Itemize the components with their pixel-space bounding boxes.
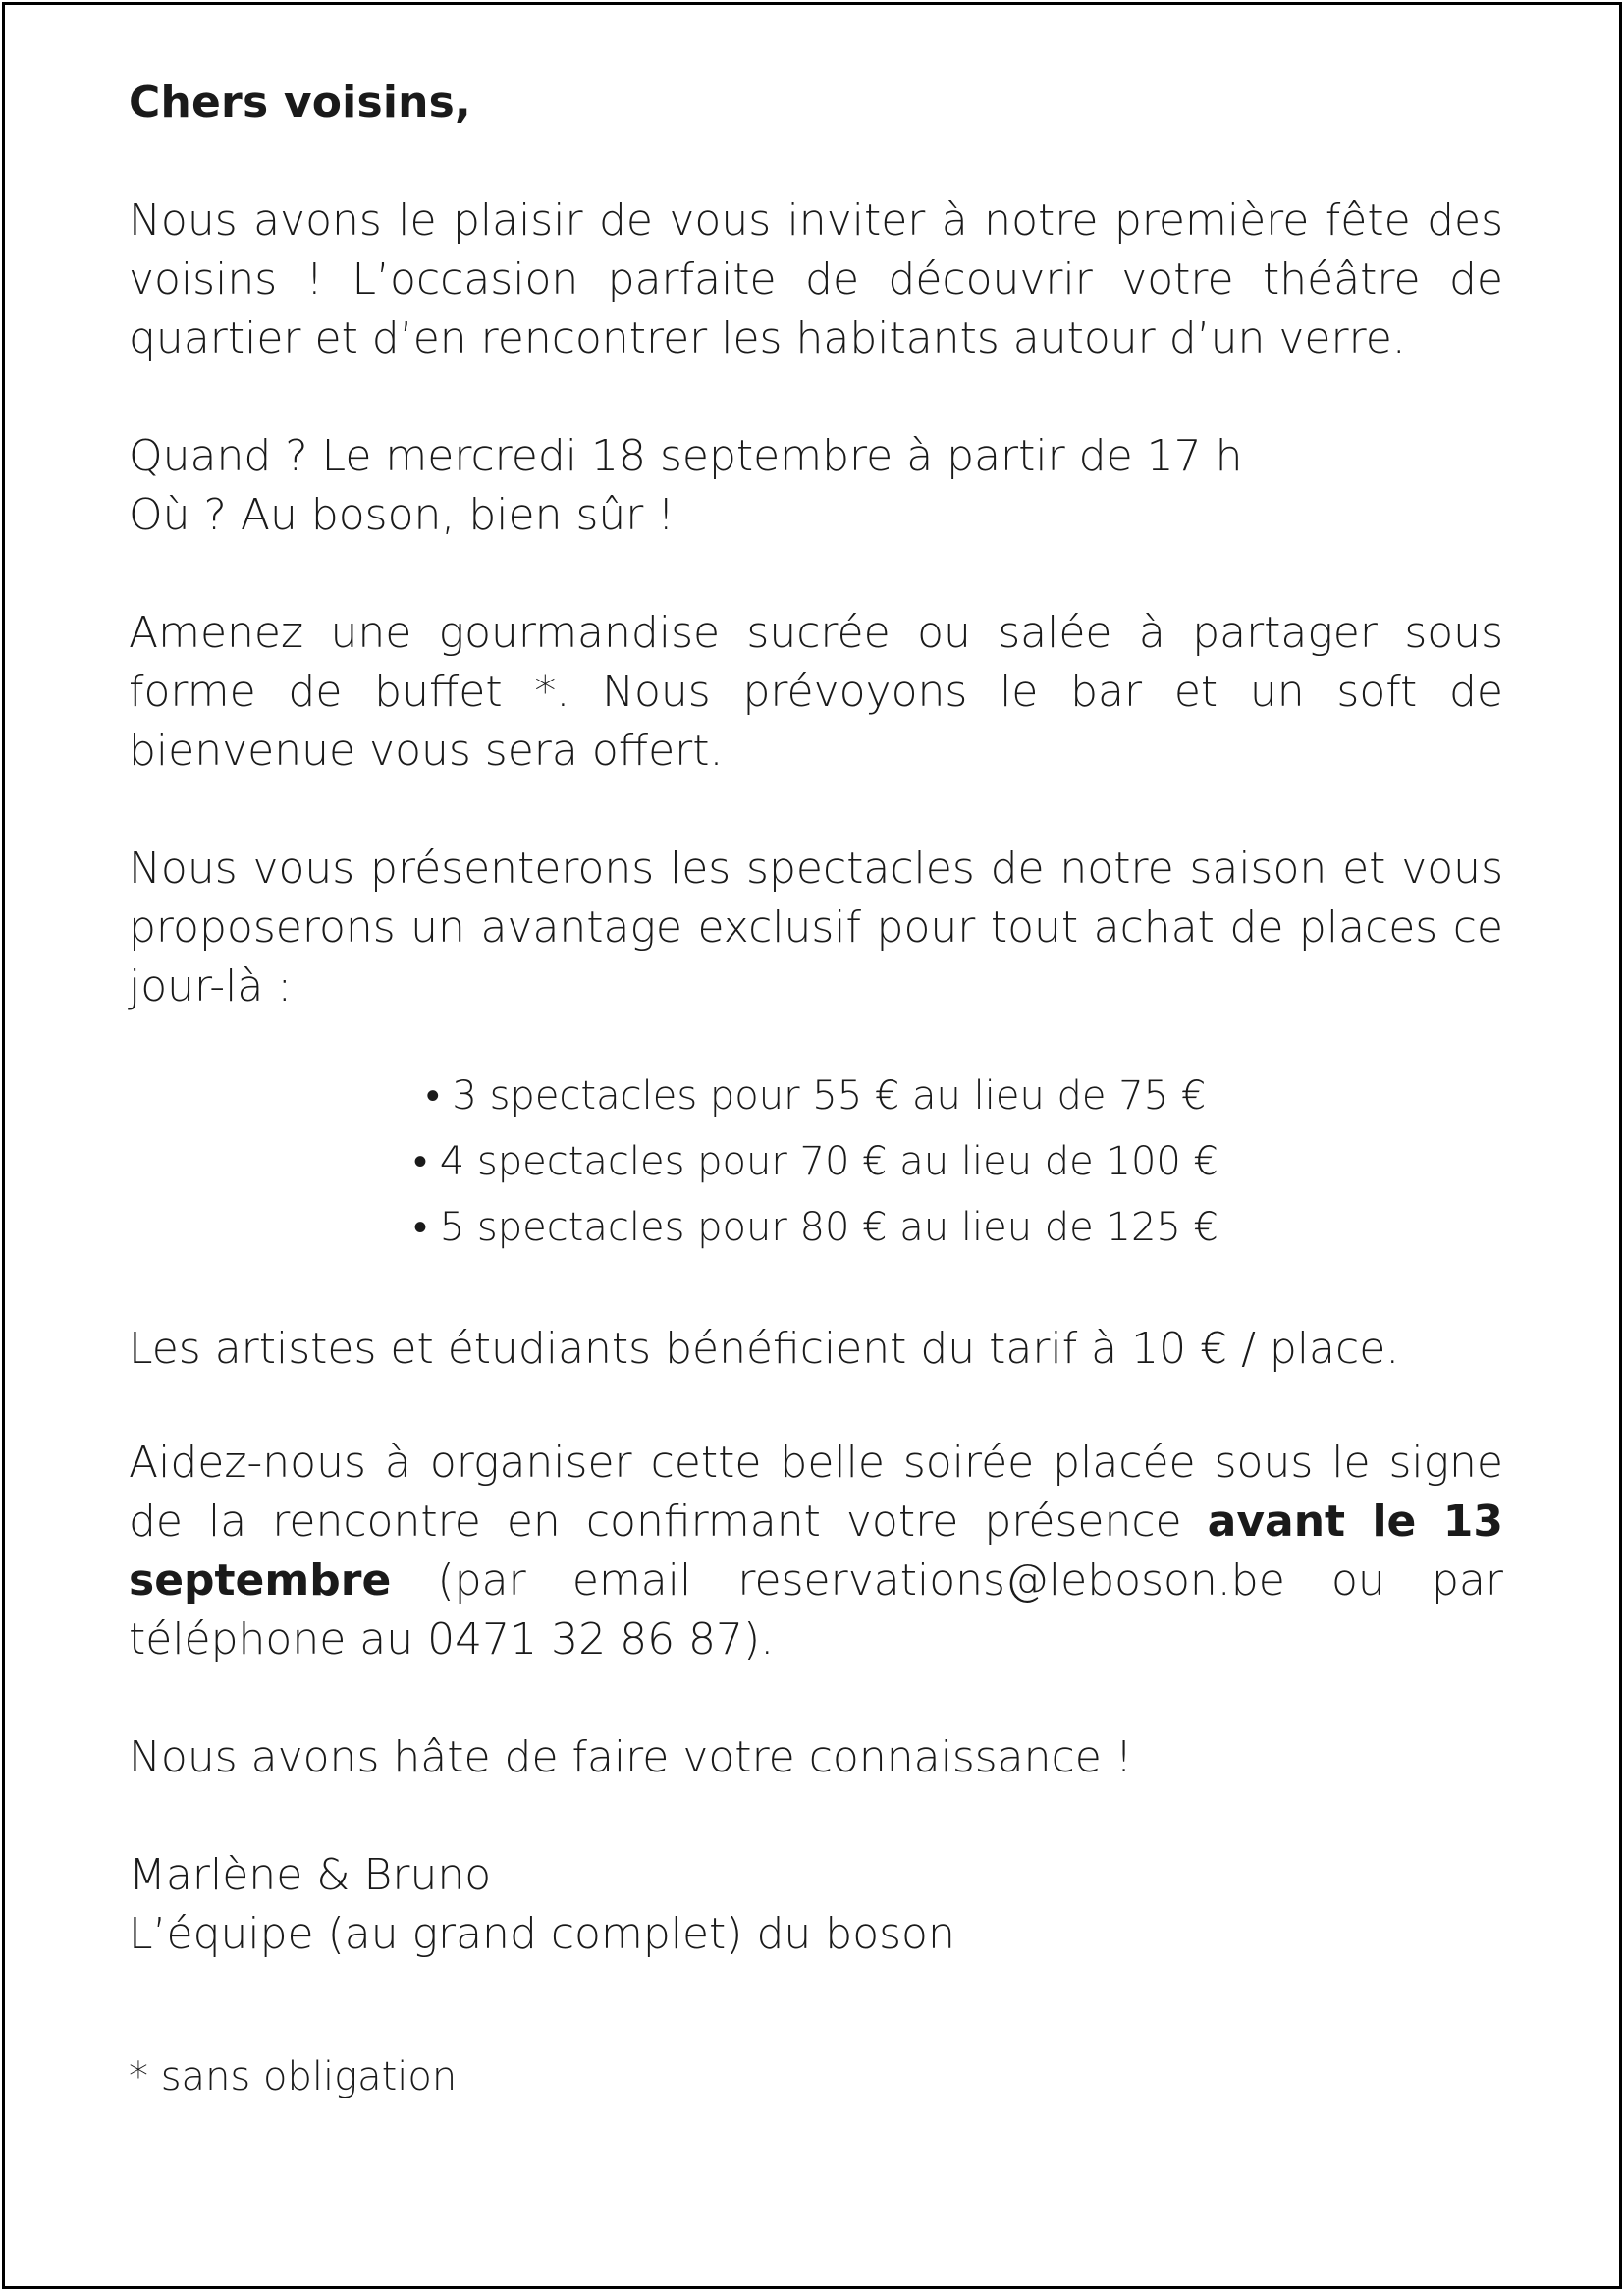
offer-item: • 3 spectacles pour 55 € au lieu de 75 € <box>129 1063 1503 1129</box>
signature-names: Marlène & Bruno <box>129 1850 492 1900</box>
offer-item: • 5 spectacles pour 80 € au lieu de 125 € <box>129 1195 1503 1261</box>
footnote: * sans obligation <box>129 2054 458 2099</box>
offer-item: • 4 spectacles pour 70 € au lieu de 100 € <box>129 1129 1503 1195</box>
greeting: Chers voisins, <box>129 78 471 128</box>
signature <box>129 1846 1503 1964</box>
letter-page <box>2 2 1622 2289</box>
signature-team: L’équipe (au grand complet) du boson <box>129 1909 955 1959</box>
rsvp-deadline: avant le 13 septembre <box>129 1497 1504 1606</box>
rsvp-text-before: Aidez-nous à organiser cette belle soirée placée sous le signe de la rencontre en confirmant votre présence <box>129 1438 1503 1547</box>
offers-list <box>129 1063 1503 1261</box>
event-details <box>129 427 1503 545</box>
intro-paragraph: Nous avons le plaisir de vous inviter à notre première fête des voisins ! L’occasion parfaite de découvrir votre théâtre de quartier et d’en rencontrer les habitants autour d’un verre. <box>129 195 1503 363</box>
rsvp-paragraph <box>129 1434 1503 1669</box>
buffet-paragraph: Amenez une gourmandise sucrée ou salée à partager sous forme de buffet *. Nous prévoyons le bar et un soft de bienvenue vous sera offert. <box>129 608 1503 776</box>
tarif-line: Les artistes et étudiants bénéficient du tarif à 10 € / place. <box>129 1324 1400 1374</box>
event-where: Où ? Au boson, bien sûr ! <box>129 490 675 540</box>
rsvp-text-after: (par email reservations@leboson.be ou par téléphone au 0471 32 86 87). <box>129 1555 1503 1664</box>
season-paragraph: Nous vous présenterons les spectacles de notre saison et vous proposerons un avantage exclusif pour tout achat de places ce jour-là : <box>129 844 1503 1011</box>
closing-line: Nous avons hâte de faire votre connaissance ! <box>129 1732 1133 1782</box>
event-when: Quand ? Le mercredi 18 septembre à partir de 17 h <box>129 431 1243 481</box>
letter-body <box>129 74 1503 2101</box>
